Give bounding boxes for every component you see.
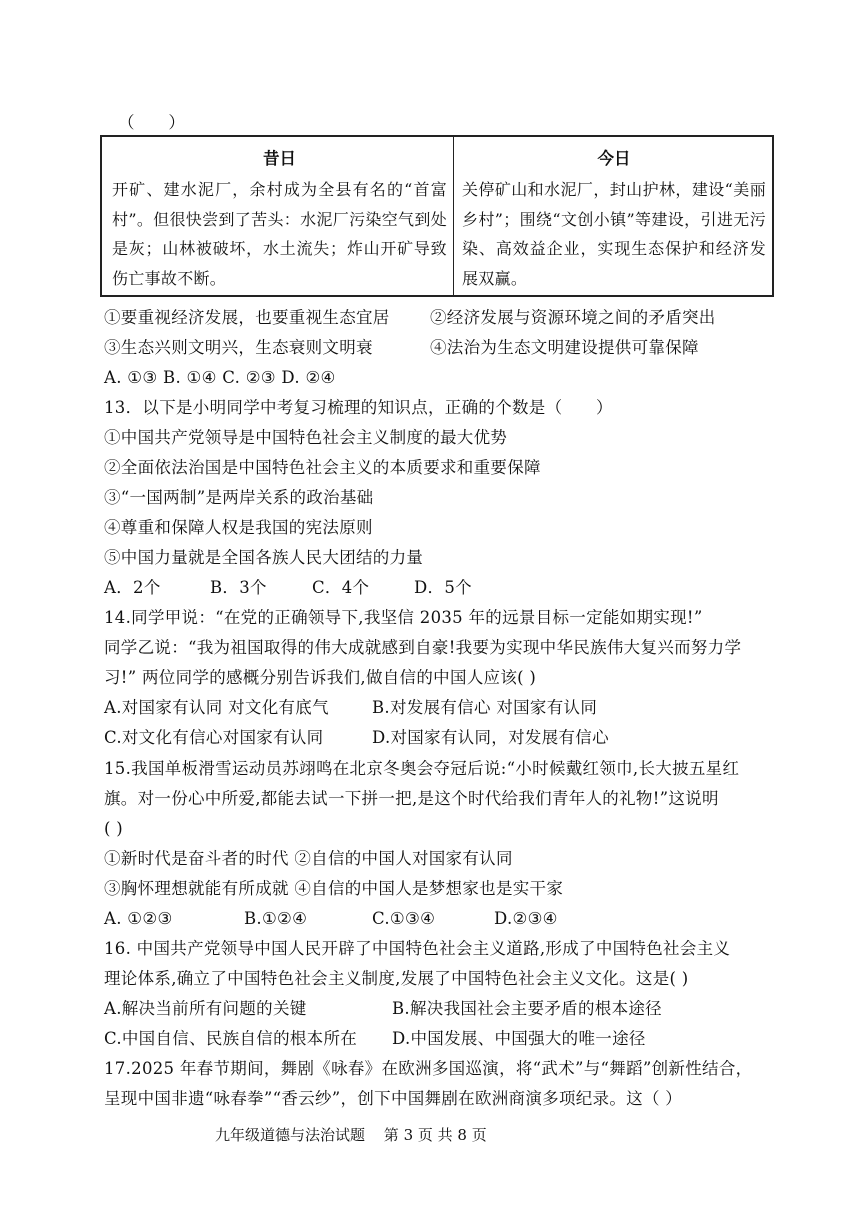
q13-item-3: ③“一国两制”是两岸关系的政治基础 <box>104 488 374 507</box>
q17-line-1: 17.2025 年春节期间，舞剧《咏春》在欧洲多国巡演，将“武术”与“舞蹈”创新性结合， <box>104 1059 753 1078</box>
q15-options-3-4: ③胸怀理想就能有所成就 ④自信的中国人是梦想家也是实干家 <box>104 879 564 898</box>
q12-option-4: ④法治为生态文明建设提供可靠保障 <box>430 338 699 357</box>
q12-option-2: ②经济发展与资源环境之间的矛盾突出 <box>430 308 716 327</box>
q12-option-1: ①要重视经济发展，也要重视生态宜居 <box>104 308 390 327</box>
q15-choice-a: A. ①②③ <box>104 909 173 928</box>
q13-item-1: ①中国共产党领导是中国特色社会主义制度的最大优势 <box>104 428 508 447</box>
q15-options-1-2: ①新时代是奋斗者的时代 ②自信的中国人对国家有认同 <box>104 849 513 868</box>
q15-choice-c: C.①③④ <box>372 909 436 928</box>
q13-item-4: ④尊重和保障人权是我国的宪法原则 <box>104 518 373 537</box>
page-footer <box>215 1124 501 1145</box>
q13-item-2: ②全面依法治国是中国特色社会主义的本质要求和重要保障 <box>104 458 541 477</box>
q14-line-3: 习!” 两位同学的感概分别告诉我们,做自信的中国人应该( ) <box>104 668 537 687</box>
q12-option-3: ③生态兴则文明兴，生态衰则文明衰 <box>104 338 373 357</box>
q16-line-1: 16. 中国共产党领导中国人民开辟了中国特色社会主义道路,形成了中国特色社会主义 <box>104 939 731 958</box>
q16-line-2: 理论体系,确立了中国特色社会主义制度,发展了中国特色社会主义文化。这是( ) <box>104 969 689 988</box>
q14-choice-d: D.对国家有认同，对发展有信心 <box>372 728 609 747</box>
table-cell-present: 关停矿山和水泥厂，封山护林，建设“美丽乡村”；围绕“文创小镇”等建设，引进无污染、高效益企业，实现生态保护和经济发展双赢。 <box>462 180 766 288</box>
q15-line-3: ( ) <box>104 819 124 838</box>
q15-line-2: 旗。对一份心中所爱,都能去试一下拼一把,是这个时代给我们青年人的礼物!”这说明 <box>104 789 719 808</box>
table-column-past <box>102 137 454 295</box>
q16-choice-b: B.解决我国社会主要矛盾的根本途径 <box>392 999 662 1018</box>
footer-subject: 九年级道德与法治试题 <box>215 1126 366 1144</box>
q14-choice-c: C.对文化有信心对国家有认同 <box>104 728 324 747</box>
q14-line-1: 14.同学甲说：“在党的正确领导下,我坚信 2035 年的远景目标一定能如期实现!” <box>104 608 703 627</box>
table-cell-past: 开矿、建水泥厂，余村成为全县有名的“首富村”。但很快尝到了苦头：水泥厂污染空气到处是灰；山林被破坏，水土流失；炸山开矿导致伤亡事故不断。 <box>112 180 447 288</box>
q13-choice-c: C．4个 <box>312 578 370 597</box>
q15-choice-b: B.①②④ <box>244 909 308 928</box>
q16-choice-d: D.中国发展、中国强大的唯一途径 <box>392 1029 646 1048</box>
q12-answer-bracket: （ ） <box>118 113 186 132</box>
q14-choice-a: A.对国家有认同 对文化有底气 <box>104 698 329 717</box>
table-column-present <box>454 137 772 295</box>
q13-item-5: ⑤中国力量就是全国各族人民大团结的力量 <box>104 548 424 567</box>
q16-choice-a: A.解决当前所有问题的关键 <box>104 999 307 1018</box>
table-header-past: 昔日 <box>263 149 296 168</box>
q13-choice-d: D．5个 <box>414 578 472 597</box>
q14-line-2: 同学乙说：“我为祖国取得的伟大成就感到自豪!我要为实现中华民族伟大复兴而努力学 <box>104 638 742 657</box>
q13-choice-b: B．3个 <box>210 578 267 597</box>
q13-choice-a: A．2个 <box>104 578 161 597</box>
q15-line-1: 15.我国单板滑雪运动员苏翊鸣在北京冬奥会夺冠后说:“小时候戴红领巾,长大披五星红 <box>104 759 740 778</box>
comparison-table <box>100 135 774 297</box>
table-header-present: 今日 <box>597 149 631 168</box>
q13-stem: 13．以下是小明同学中考复习梳理的知识点，正确的个数是（ ） <box>104 398 613 417</box>
q15-choice-d: D.②③④ <box>494 909 558 928</box>
q17-line-2: 呈现中国非遗“咏春拳”“香云纱”，创下中国舞剧在欧洲商演多项纪录。这（ ） <box>104 1089 683 1108</box>
footer-page-number: 第 3 页 共 8 页 <box>383 1126 487 1144</box>
q12-choices: A. ①③ B. ①④ C. ②③ D. ②④ <box>104 368 336 387</box>
q16-choice-c: C.中国自信、民族自信的根本所在 <box>104 1029 358 1048</box>
q14-choice-b: B.对发展有信心 对国家有认同 <box>372 698 598 717</box>
